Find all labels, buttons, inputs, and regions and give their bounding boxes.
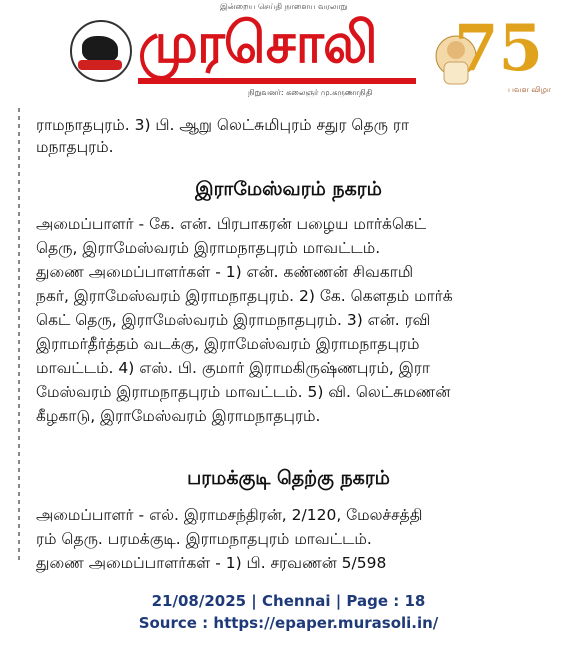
body-line: துணை அமைப்பாளர்கள் - 1) பி. சரவணன் 5/598 (36, 554, 387, 572)
column-rule (18, 108, 20, 562)
masthead-underline (138, 78, 416, 84)
body-line: ரம் தெரு. பரமக்குடி. இராமநாதபுரம் மாவட்டம். (36, 530, 372, 548)
body-line: அமைப்பாளர் - எல். இராமசந்திரன், 2/120, மேலச்சத்தி (36, 506, 423, 524)
footer-date: 21/08/2025 | Chennai | Page : 18 (151, 592, 426, 610)
body-line: அமைப்பாளர் - கே. என். பிரபாகரன் பழைய மார்க்கெட் (36, 215, 427, 233)
anniversary-label: பவள விழா (508, 85, 552, 94)
body-line: துணை அமைப்பாளர்கள் - 1) என். கண்ணன் சிவகாமி (36, 263, 414, 281)
masthead-founder: நிறுவனர்: கலைஞர் மு.கருணாநிதி (248, 88, 373, 97)
section-heading: இராமேஸ்வரம் நகரம் (195, 178, 382, 200)
masthead-tagline: இன்றைய செய்தி நாளைய வரலாறு (220, 2, 348, 11)
footer-source: Source : https://epaper.murasoli.in/ (138, 614, 439, 632)
body-line: நகர், இராமேஸ்வரம் இராமநாதபுரம். 2) கே. கௌதம் மார்க் (36, 287, 453, 305)
body-line: கெட் தெரு, இராமேஸ்வரம் இராமநாதபுரம். 3) என். ரவி (36, 311, 431, 329)
intro-line: மநாதபுரம். (36, 138, 114, 156)
party-emblem-icon (70, 20, 132, 82)
anniversary-logo-icon (426, 4, 552, 100)
intro-line: ராமநாதபுரம். 3) பி. ஆறு லெட்சுமிபுரம் சதுர தெரு ரா (36, 116, 409, 134)
masthead-title: முரசொலி (138, 9, 377, 76)
body-line: இராமர்தீர்த்தம் வடக்கு, இராமேஸ்வரம் இராமநாதபுரம் (36, 335, 420, 353)
body-line: மேஸ்வரம் இராமநாதபுரம் மாவட்டம். 5) வி. லெட்சுமணன் (36, 383, 451, 401)
body-line: தெரு, இராமேஸ்வரம் இராமநாதபுரம் மாவட்டம். (36, 239, 381, 257)
body-line: மாவட்டம். 4) எஸ். பி. குமார் இராமகிருஷ்ணபுரம், இரா (36, 359, 430, 377)
section-heading: பரமக்குடி தெற்கு நகரம் (187, 467, 390, 489)
anniversary-number: 75 (454, 11, 544, 86)
body-line: கீழகாடு, இராமேஸ்வரம் இராமநாதபுரம். (36, 407, 321, 425)
masthead (0, 0, 577, 108)
